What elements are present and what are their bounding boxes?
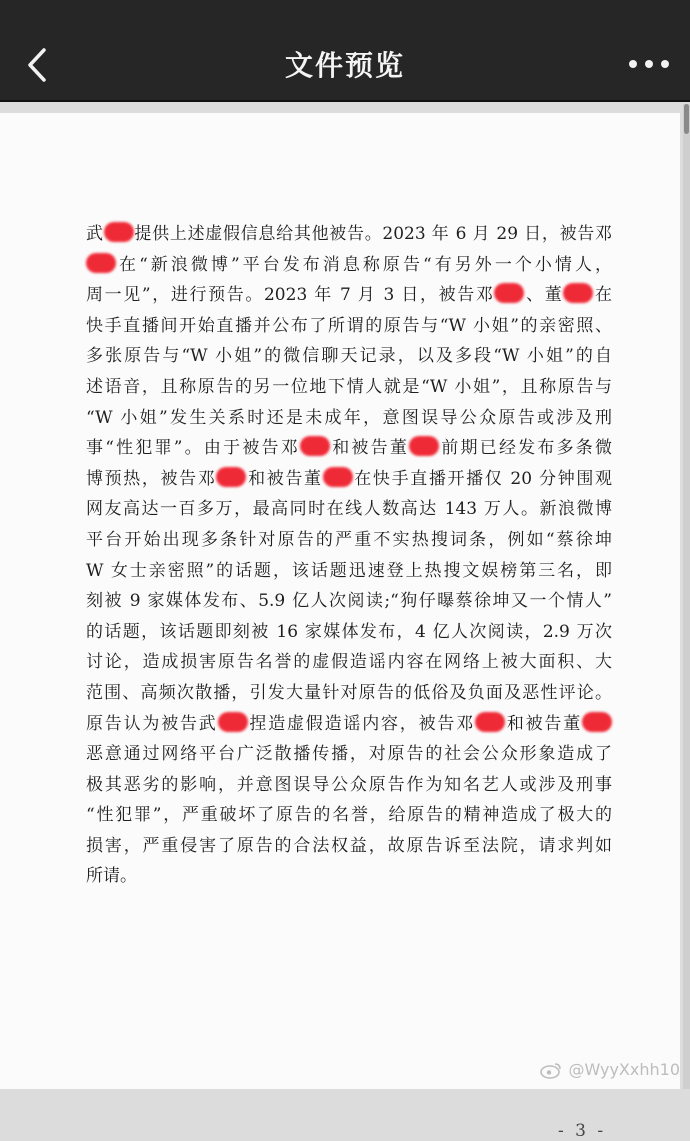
document-line [86, 709, 612, 740]
weibo-icon [540, 1061, 562, 1079]
redaction-mark [323, 467, 353, 487]
document-line [86, 861, 612, 892]
scrollbar-thumb[interactable] [684, 104, 689, 134]
document-line [86, 739, 612, 770]
document-line [86, 311, 612, 342]
document-text: 和被告董 [329, 438, 410, 459]
watermark-text: @WyyXxhh10 [568, 1060, 680, 1079]
document-text: 恶意通过网络平台广泛散播传播，对原告的社会公众形象造成了 [86, 744, 612, 765]
document-line [86, 341, 612, 372]
header-divider [0, 100, 690, 102]
document-text: 提供上述虚假信息给其他被告。2023 年 6 月 29 日，被告邓 [133, 224, 613, 244]
document-text: “W 小姐”发生关系时还是未成年，意图误导公众原告或涉及刑 [86, 407, 612, 428]
document-line [86, 556, 612, 587]
redaction-mark [582, 712, 612, 732]
more-horizontal-icon [626, 54, 672, 74]
document-line [86, 647, 612, 678]
document-line [86, 403, 612, 434]
redaction-mark [300, 436, 330, 456]
document-text: 刻被 9 家媒体发布、5.9 亿人次阅读;“狗仔曝蔡徐坤又一个情人” [86, 591, 612, 612]
redaction-mark [216, 467, 246, 487]
document-text: 周一见”，进行预告。2023 年 7 月 3 日，被告邓 [86, 285, 495, 306]
document-line [86, 586, 612, 617]
document-line [86, 250, 612, 281]
top-navigation-bar [0, 0, 690, 100]
document-line [86, 219, 612, 250]
document-line [86, 770, 612, 801]
document-text: 所请。 [86, 866, 137, 887]
document-line [86, 617, 612, 648]
document-text: 平台开始出现多条针对原告的严重不实热搜词条，例如“蔡徐坤 [86, 529, 612, 550]
more-options-button[interactable] [626, 54, 672, 74]
document-line [86, 464, 612, 495]
document-text: 原告认为被告武 [86, 713, 218, 734]
document-text: 讨论，造成损害原告名誉的虚假造谣内容在网络上被大面积、大 [86, 652, 612, 673]
redaction-mark [409, 436, 439, 456]
document-text: 损害，严重侵害了原告的合法权益，故原告诉至法院，请求判如 [86, 835, 612, 856]
document-body [86, 219, 612, 892]
document-text: 范围、高频次散播，引发大量针对原告的低俗及负面及恶性评论。 [86, 682, 612, 703]
document-text: W 女士亲密照”的话题，该话题迅速登上热搜文娱榜第三名，即 [86, 560, 612, 581]
watermark [540, 1060, 680, 1079]
document-line [86, 800, 612, 831]
scrollbar[interactable] [683, 104, 690, 1089]
document-line [86, 433, 612, 464]
document-text: 、董 [524, 285, 564, 306]
document-text: 捏造虚假造谣内容，被告邓 [247, 713, 476, 734]
document-line [86, 678, 612, 709]
document-text: 事“性犯罪”。由于被告邓 [86, 438, 300, 459]
redaction-mark [475, 712, 505, 732]
redaction-mark [86, 253, 116, 273]
document-line [86, 831, 612, 862]
document-text: 在 [593, 285, 613, 306]
document-text: 的话题，该话题即刻被 16 家媒体发布，4 亿人次阅读，2.9 万次 [86, 621, 612, 642]
document-line [86, 280, 612, 311]
document-line [86, 372, 612, 403]
document-text: 在“新浪微博”平台发布消息称原告“有另外一个小情人， [116, 254, 612, 275]
redaction-mark [104, 222, 134, 242]
document-line [86, 494, 612, 525]
document-text: 快手直播间开始直播并公布了所谓的原告与“W 小姐”的亲密照、 [86, 315, 612, 336]
document-text: 前期已经发布多条微 [439, 438, 613, 459]
document-line [86, 525, 612, 556]
document-text: 武 [86, 224, 104, 244]
document-text: 在快手直播开播仅 20 分钟围观 [352, 468, 613, 489]
document-text: 博预热，被告邓 [86, 468, 217, 489]
document-text: “性犯罪”，严重破坏了原告的名誉，给原告的精神造成了极大的 [86, 805, 612, 826]
page-number: - 3 - [558, 1121, 607, 1141]
document-text: 述语音，且称原告的另一位地下情人就是“W 小姐”，且称原告与 [86, 376, 612, 397]
redaction-mark [494, 283, 524, 303]
page-title: 文件预览 [284, 49, 405, 82]
document-text: 和被告董 [505, 713, 583, 734]
document-text: 网友高达一百多万，最高同时在线人数高达 143 万人。新浪微博 [86, 499, 612, 520]
document-text: 和被告董 [246, 468, 323, 489]
document-page[interactable] [0, 113, 680, 1141]
document-text: 多张原告与“W 小姐”的微信聊天记录，以及多段“W 小姐”的自 [86, 346, 612, 367]
redaction-mark [218, 712, 248, 732]
redaction-mark [563, 283, 593, 303]
document-text: 极其恶劣的影响，并意图误导公众原告作为知名艺人或涉及刑事 [86, 774, 612, 795]
